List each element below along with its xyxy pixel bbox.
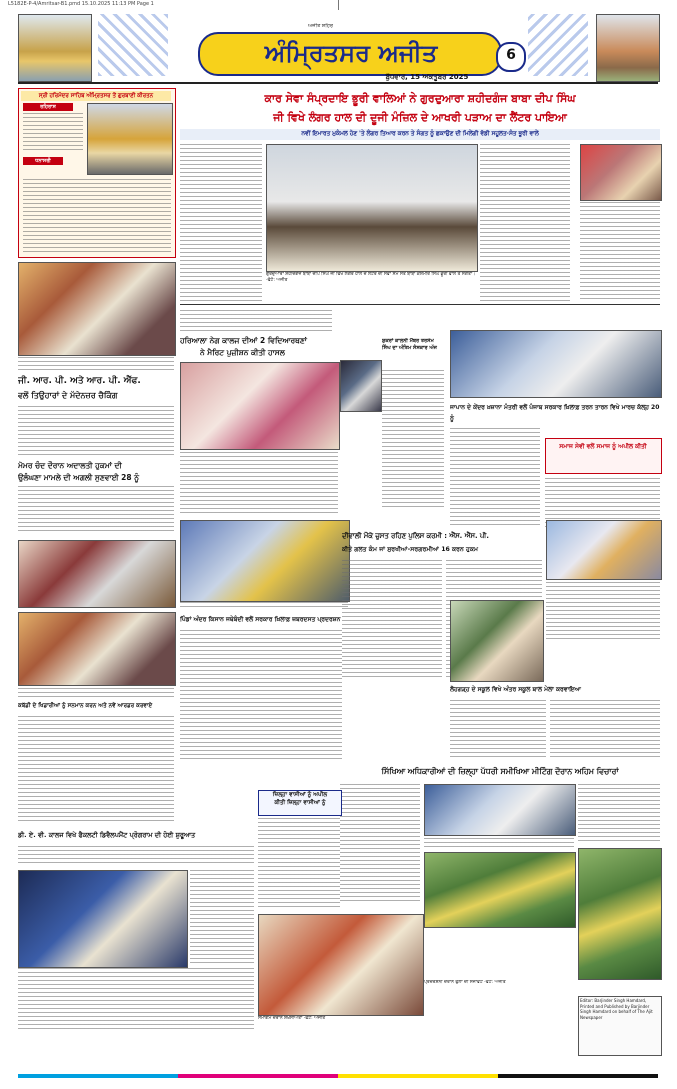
kirtan-label: ਰਹਿਰਾਸ <box>23 103 73 111</box>
issue-date: ਬੁੱਧਵਾਰ, 15 ਅਕਤੂਬਰ 2025 <box>385 73 469 81</box>
right-text-1 <box>580 202 660 228</box>
kirtan-box <box>18 88 176 258</box>
decor-pattern-right <box>528 14 588 76</box>
left-text-3 <box>18 716 174 822</box>
grp-headline: ਜੀ. ਆਰ. ਪੀ. ਅਤੇ ਆਰ. ਪੀ. ਐੱਫ. <box>18 376 141 386</box>
right-text-2 <box>580 230 660 300</box>
grp-text <box>18 406 174 458</box>
lead-headline-line1: ਕਾਰ ਸੇਵਾ ਸੰਪ੍ਰਦਾਇ ਭੂਰੀ ਵਾਲਿਆਂ ਨੇ ਗੁਰਦੁਆਰਾ ਸ਼ਹੀਦਗੰਜ ਬਾਬਾ ਦੀਪ ਸਿੰਘ <box>264 92 576 105</box>
school-col-text <box>180 310 332 334</box>
lead-headline-line2: ਜੀ ਵਿਖੇ ਲੰਗਰ ਹਾਲ ਦੀ ਦੂਜੀ ਮੰਜ਼ਿਲ ਦੇ ਆਖਰੀ ਪੜਾਅ ਦਾ ਲੈਂਟਰ ਪਾਇਆ <box>273 111 567 124</box>
flowers-photo <box>578 848 662 980</box>
golden-temple-image <box>18 14 92 82</box>
dav-headline: ਡੀ. ਏ. ਵੀ. ਕਾਲਜ ਵਿਖੇ ਫੈਕਲਟੀ ਡਿਵੈਲਪਮੈਂਟ ਪ੍ਰੋਗਰਾਮ ਦੀ ਹੋਈ ਸ਼ੁਰੂਆਤ <box>18 831 196 839</box>
police-headline-2: ਕੀਤੇ ਗਲਤ ਕੰਮ ਜਾਂ ਸੁਰਖੀਆਂ-ਸਰਗਰਮੀਆਂ 16 ਕਰਨ ਹੁਕਮ <box>342 546 479 553</box>
highlight-box-text: ਸਮਾਜ ਸੇਵੀ ਵਲੋਂ ਸਮਾਜ ਨੂੰ ਅਪੀਲ ਕੀਤੀ <box>559 443 647 450</box>
footer-credit: Editor: Barjinder Singh Hamdard, Printed and Published by Barjinder Singh Hamdard on behalf of The Ajit Newspaper <box>580 998 653 1020</box>
ceremony-photo <box>258 914 424 1016</box>
masthead-title: ਅੰਮ੍ਰਿਤਸਰ ਅਜੀਤ <box>264 39 438 67</box>
decor-pattern-left <box>98 14 168 76</box>
right-text-4 <box>450 700 546 758</box>
left-photo-2 <box>18 540 176 608</box>
right-photo-2 <box>546 520 662 580</box>
right-text-3 <box>546 582 660 642</box>
court-headline: ਮੋਮਰ ਚੰਦ ਦੌਰਾਨ ਅਦਾਲਤੀ ਹੁਕਮਾਂ ਦੀ <box>18 461 122 470</box>
edu-text-2 <box>578 784 660 844</box>
bsf-caption <box>180 602 348 610</box>
kirtan-label-2: ਧਨਾਸਰੀ <box>23 157 63 165</box>
lead-col-3 <box>480 144 570 302</box>
district-headline-line1: ਜ਼ਿਲ੍ਹਾ ਵਾਸੀਆਂ ਨੂੰ ਅਪੀਲ <box>272 792 328 798</box>
protest-text-1 <box>450 428 540 528</box>
school-headline: ਹਰਿਆਲਾ ਨੇਗ ਕਾਲਜ ਦੀਆਂ 2 ਵਿਦਿਆਰਥਣਾਂ <box>180 336 307 345</box>
grp-headline-2: ਵਲੋਂ ਤਿਉਹਾਰਾਂ ਦੇ ਮੱਦੇਨਜ਼ਰ ਚੈਕਿੰਗ <box>18 391 118 400</box>
lead-photo-caption: ਗੁਰਦੁਆਰਾ ਸ਼ਹੀਦਗੰਜ ਬਾਬਾ ਦੀਪ ਸਿੰਘ ਜੀ ਵਿਖੇ ਲੰਗਰ ਹਾਲ ਦੇ ਲੈਂਟਰ ਦੀ ਸੇਵਾ ਸਮੇਂ ਸੰਤ ਬਾਬਾ ਕਸ਼ਮੀਰ ਸਿੰਘ ਭੂਰੀ ਵਾਲੇ ਤੇ ਸੰਗਤਾਂ। -ਫੋਟੋ: ਅਜੀਤ <box>266 272 476 283</box>
union-headline: ਪਿੰਡਾਂ ਅੰਦਰ ਕਿਸਾਨ ਜਥੇਬੰਦੀ ਵਲੋਂ ਸਰਕਾਰ ਖ਼ਿਲਾਫ਼ ਜ਼ਬਰਦਸਤ ਪ੍ਰਦਰਸ਼ਨ <box>180 616 341 623</box>
kirtan-text-1 <box>23 113 83 153</box>
union-text <box>180 630 342 760</box>
flowers-photo-wide <box>424 852 576 928</box>
right-text-5 <box>550 700 660 758</box>
registration-mark <box>338 0 339 10</box>
protest-photo <box>450 330 662 398</box>
dav-video-photo <box>18 870 188 968</box>
dav-text-2 <box>190 870 254 966</box>
color-registration-bar <box>18 1074 658 1078</box>
ceremony-caption: ਸਮਾਗਮ ਦੌਰਾਨ ਸ਼ਖ਼ਸੀਅਤਾਂ -ਫੋਟੋ: ਅਜੀਤ <box>258 1016 326 1021</box>
right-photo-1 <box>580 144 662 201</box>
lead-subhead: ਨਵੀਂ ਇਮਾਰਤ ਮੁਕੰਮਲ ਹੋਣ 'ਤੇ ਲੰਗਰ ਤਿਆਰ ਕਰਨ ਤੇ ਸੰਗਤ ਨੂੰ ਛਕਾਉਣ ਦੀ ਮਿਲੇਗੀ ਵੱਡੀ ਸਹੂਲਤ-ਸੰਤ ਭੂਰੀ ਵਾਲੇ <box>180 129 660 140</box>
district-text <box>258 818 340 908</box>
court-headline-2: ਉਲੰਘਣਾ ਮਾਮਲੇ ਦੀ ਅਗਲੀ ਸੁਣਵਾਈ 28 ਨੂੰ <box>18 473 140 482</box>
left-photo-3 <box>18 612 176 686</box>
kirtan-box-title: ਸ੍ਰੀ ਹਰਿਮੰਦਰ ਸਾਹਿਬ ਅੰਮ੍ਰਿਤਸਰ ਤੋਂ ਗੁਰਬਾਣੀ ਕੀਰਤਨ <box>21 91 171 101</box>
langar-caption <box>18 357 174 371</box>
dav-text-3 <box>18 968 254 1030</box>
page-number: 6 <box>506 47 516 63</box>
masthead-tagline: ਅਜੀਤ ਸ਼ਹਿਰ <box>308 23 333 29</box>
protest-headline: ਜਾਪਾਨ ਦੇ ਕੇਂਦਰ ਖ਼ਜ਼ਾਨਾ ਮੰਤਰੀ ਵਲੋਂ ਪੰਜਾਬ ਸਰਕਾਰ ਖ਼ਿਲਾਫ਼ ਤਰਨ ਤਾਰਨ ਵਿਖੇ ਮਾਰਚ ਕੱਲ੍ਹ 20 ਨੂੰ <box>450 404 660 422</box>
court-text <box>18 486 174 534</box>
edu-text <box>340 784 420 904</box>
flowers-caption: ਪ੍ਰਦਰਸ਼ਨੀ ਦੌਰਾਨ ਫੁੱਲਾਂ ਦੀ ਸਜਾਵਟ -ਫੋਟੋ: ਅਜੀਤ <box>424 980 506 985</box>
bsf-headline: ਕਬੱਡੀ ਦੇ ਖਿਡਾਰੀਆਂ ਨੂੰ ਸਨਮਾਨ ਕਰਨ ਅਤੇ ਨਵੇਂ ਆਰਡਰ ਕਰਵਾਏ <box>18 703 153 709</box>
darbar-sahib-photo <box>87 103 173 175</box>
divider-lead <box>180 304 660 305</box>
left-photo-3-caption <box>18 688 174 700</box>
lead-col-1 <box>180 144 262 302</box>
kirtan-text-2 <box>23 179 171 253</box>
school-headline-2: ਨੇ ਮੈਰਿਟ ਪੁਜ਼ੀਸ਼ਨ ਕੀਤੀ ਹਾਸਲ <box>200 348 285 357</box>
school-photo <box>180 362 340 450</box>
obituary-headline: ਸ਼ੁਕਰਾਂ ਕਾਲੋਨੀ ਮੈਂਬਰ ਤਰਸੇਮ ਸਿੰਘ ਦਾ ਅੰਤਿਮ ਸੰਸਕਾਰ ਅੱਜ <box>382 338 437 351</box>
bsf-photo <box>180 520 350 602</box>
school-text <box>180 452 338 514</box>
langar-crowd-photo <box>18 262 176 356</box>
obituary-photo <box>340 360 382 412</box>
monument-image <box>596 14 660 82</box>
obituary-text <box>382 370 444 510</box>
right-photo-3 <box>450 600 544 682</box>
print-strip: L5182E-P-4/Amritsar-B1.pmd 15.10.2025 11:13 PM Page 1 <box>8 1 154 7</box>
dav-text <box>18 846 254 866</box>
edu-headline: ਸਿੱਖਿਆ ਅਧਿਕਾਰੀਆਂ ਦੀ ਜ਼ਿਲ੍ਹਾ ਪੱਧਰੀ ਸਮੀਖਿਆ ਮੀਟਿੰਗ ਦੌਰਾਨ ਅਹਿਮ ਵਿਚਾਰਾਂ <box>381 767 619 776</box>
police-text-1 <box>342 560 442 680</box>
masthead-band <box>18 12 658 84</box>
lead-photo <box>266 144 478 272</box>
edu-photo <box>424 784 576 836</box>
district-headline <box>258 790 342 816</box>
edu-caption <box>424 838 574 848</box>
police-headline: ਦੀਵਾਲੀ ਮੌਕੇ ਚੁਸਤ ਰਹਿਣ ਪੁਲਿਸ ਕਰਮੀ : ਐੱਸ. ਐੱਸ. ਪੀ. <box>342 532 489 540</box>
right-headline: ਲੋਹਗੜ੍ਹ ਦੇ ਸਕੂਲ ਵਿਖੇ ਅੰਤਰ ਸਕੂਲ ਬਾਲ ਮੇਲਾ ਕਰਵਾਇਆ <box>450 686 581 693</box>
district-headline-line2: ਕੀਤੀ ਜ਼ਿਲ੍ਹਾ ਵਾਸੀਆਂ ਨੂੰ <box>274 800 326 806</box>
